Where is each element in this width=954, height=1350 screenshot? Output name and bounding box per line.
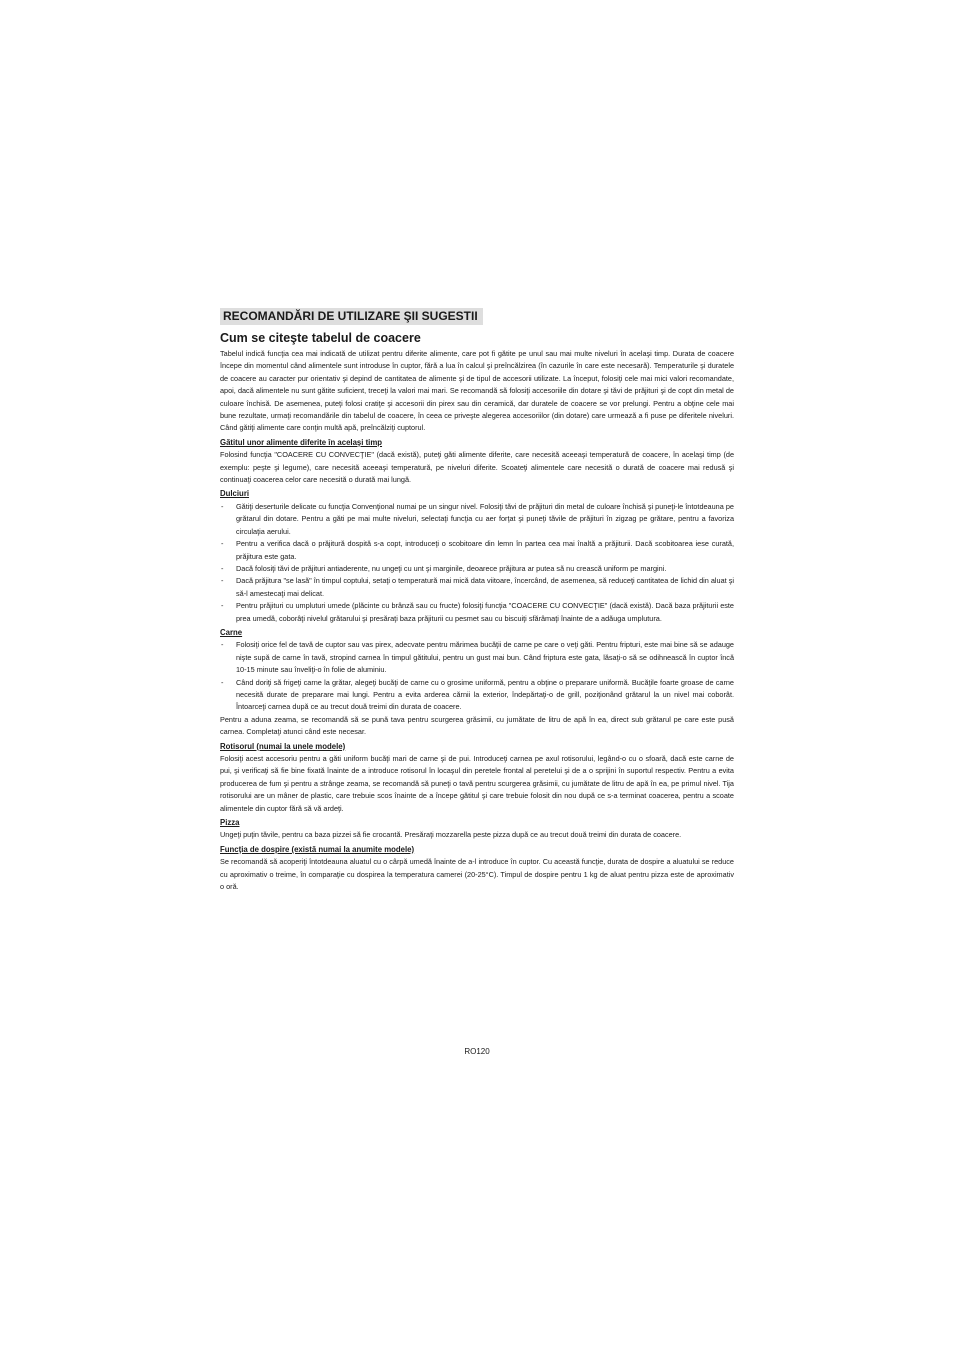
subheading-simultaneous-cooking: Gătitul unor alimente diferite în acelaşi timp (220, 437, 383, 447)
dash-marker: - (221, 677, 224, 687)
subheading-rotisserie: Rotisorul (numai la unele modele) (220, 741, 346, 751)
desserts-list (220, 501, 734, 625)
subheading-pizza: Pizza (220, 818, 240, 828)
rotisserie-paragraph: Folosiţi acest accesoriu pentru a găti uniform bucăţi mari de carne şi de pui. Introduceţi carnea pe axul rotisorului, legând-o cu o sfoară, dacă este carne de pui, şi verificaţi să fie bine fixată înainte de a introduce rotisorul în locaşul din peretele frontal al peretelui şi de a o sprijini în suportul respectiv. Pentru a evita producerea de fum şi pentru a strânge zeama, se recomandă să puneţi o tavă pentru scurgerea grăsimii, cu jumătate de litru de apă în ea, pe primul nivel. Tija rotisorului are un mâner de plastic, care trebuie scos înainte de a începe gătitul şi care trebuie folosit din nou după ce s-a terminat coacerea, pentru a scoate alimentele din cuptor fără să vă ardeţi. (220, 754, 734, 813)
list-item-text: Pentru a verifica dacă o prăjitură dospită s-a copt, introduceţi o scobitoare din lemn în partea cea mai înaltă a prăjiturii. Dacă scobitoarea iese curată, prăjitura este gata. (236, 539, 734, 561)
subheading-meat: Carne (220, 627, 243, 637)
list-item-text: Pentru prăjituri cu umpluturi umede (plăcinte cu brânză sau cu fructe) folosiţi funcţia "COACERE CU CONVECŢIE" (dacă există). Dacă baza prăjiturii este prea umedă, coborâţi nivelul grătarului şi presăraţi baza prăjiturii cu pesmet sau cu biscuiţi sfărâmaţi înainte de a adăuga umplutura. (236, 601, 734, 623)
list-item (220, 639, 734, 676)
intro-paragraph: Tabelul indică funcţia cea mai indicată de utilizat pentru diferite alimente, care pot fi gătite pe unul sau mai multe niveluri în acelaşi timp. Durata de coacere începe din momentul când alimentele sunt introduse în cuptor, fără a lua în calcul şi preîncălzirea (în cazurile în care este necesară). Temperaturile şi duratele de coacere au caracter pur orientativ şi depind de cantitatea de alimente şi de tipul de accesorii utilizate. La început, folosiţi cele mai mici valori recomandate, apoi, dacă alimentele nu sunt gătite suficient, treceţi la valori mai mari. Se recomandă să folosiţi accesoriile din dotare şi tăvi de prăjituri şi de copt din metal de culoare închisă. De asemenea, puteţi folosi cratiţe şi accesorii din pirex sau din ceramică, dar duratele de coacere se vor prelungi. Pentru a obţine cele mai bune rezultate, urmaţi recomandările din tabelul de coacere, în ceea ce priveşte alegerea accesoriilor (din dotare) care urmează a fi puse pe diferitele niveluri. Când gătiţi alimente care conţin multă apă, preîncălziţi cuptorul. (220, 349, 734, 433)
list-item-text: Dacă folosiţi tăvi de prăjituri antiaderente, nu ungeţi cu unt şi marginile, deoarece prăjitura ar putea să nu crească uniform pe margini. (236, 563, 667, 573)
dash-marker: - (221, 501, 224, 511)
dash-marker: - (221, 539, 224, 549)
list-item (220, 677, 734, 714)
subheading-proofing: Funcţia de dospire (există numai la anumite modele) (220, 844, 415, 854)
document-content (220, 307, 734, 893)
meat-juice-paragraph: Pentru a aduna zeama, se recomandă să se pună tava pentru scurgerea grăsimii, cu jumătate de litru de apă în ea, direct sub grătarul pe care este pusă carnea. Completaţi atunci când este necesar. (220, 714, 734, 737)
dash-marker: - (221, 576, 224, 586)
dash-marker: - (221, 601, 224, 611)
list-item (220, 575, 734, 600)
list-item-text: Folosiţi orice fel de tavă de cuptor sau vas pirex, adecvate pentru mărimea bucăţii de carne pe care o veţi găti. Pentru fripturi, este mai bine să se adauge nişte supă de carne în tavă, stropind carnea în timpul gătitului, pentru un gust mai bun. Când friptura este gata, lăsaţi-o să se odihnească în cuptor încă 10-15 minute sau înveliţi-o în folie de aluminiu. (236, 640, 734, 675)
simultaneous-cooking-paragraph: Folosind funcţia "COACERE CU CONVECŢIE" (dacă există), puteţi găti alimente diferite, care necesită aceeaşi temperatură de coacere, în acelaşi timp (de exemplu: peşte şi legume), care necesită aceeaşi temperatură, pe niveluri diferite. Scoateţi alimentele care necesită o durată de coacere mai redusă şi continuaţi coacerea celor care necesită o durată mai lungă. (220, 450, 734, 485)
list-item-text: Dacă prăjitura "se lasă" în timpul coptului, setaţi o temperatură mai mică data viitoare, încercând, de asemenea, să reduceţi cantitatea de lichid din aluat şi să-l amestecaţi mai delicat. (236, 576, 734, 598)
section-title: RECOMANDĂRI DE UTILIZARE ŞII SUGESTII (220, 308, 483, 325)
list-item (220, 538, 734, 563)
subheading-desserts: Dulciuri (220, 489, 250, 499)
dash-marker: - (221, 640, 224, 650)
list-item (220, 501, 734, 538)
pizza-paragraph: Ungeţi puţin tăvile, pentru ca baza pizzei să fie crocantă. Presăraţi mozzarella peste pizza după ce au trecut două treimi din durata de coacere. (220, 830, 682, 840)
list-item (220, 600, 734, 625)
list-item-text: Gătiţi deserturile delicate cu funcţia Convenţional numai pe un singur nivel. Folosiţi tăvi de prăjituri din metal de culoare închisă şi puneţi-le întotdeauna pe grătarul din dotare. Pentru a găti pe mai multe niveluri, selectaţi funcţia cu aer forţat şi puneţi tăvile de prăjituri în zigzag pe grătare, pentru a favoriza circulaţia aerului. (236, 501, 734, 536)
page-code: RO120 (464, 1047, 490, 1056)
dash-marker: - (221, 563, 224, 573)
page-heading: Cum se citeşte tabelul de coacere (220, 331, 421, 345)
proofing-paragraph: Se recomandă să acoperiţi întotdeauna aluatul cu o cârpă umedă înainte de a-l introduce în cuptor. Cu această funcţie, durata de dospire a aluatului se reduce cu aproximativ o treime, în comparaţie cu dospirea la temperatura camerei (20-25°C). Timpul de dospire pentru 1 kg de aluat pentru pizza este de aproximativ o oră. (220, 857, 734, 892)
meat-list (220, 639, 734, 713)
list-item (220, 563, 734, 575)
list-item-text: Când doriţi să frigeţi carne la grătar, alegeţi bucăţi de carne cu o grosime uniformă, pentru a obţine o preparare uniformă. Bucăţile foarte groase de carne necesită durate de preparare mai lungi. Pentru a evita arderea cărnii la exterior, îndepărtaţi-o de grill, poziţionând grătarul la un nivel mai coborât. Întoarceţi carnea după ce au trecut două treimi din durata de coacere. (236, 677, 734, 712)
